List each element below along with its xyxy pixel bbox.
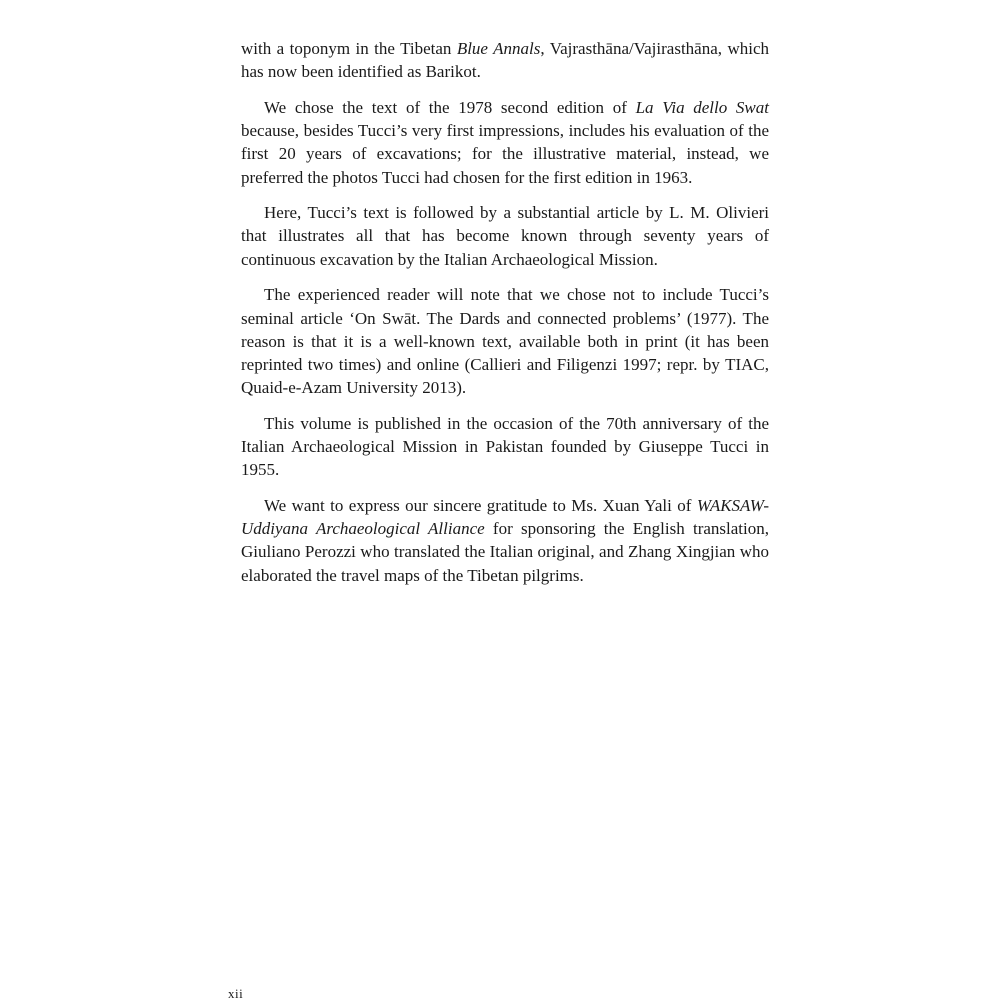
text-run: Here, Tucci’s text is followed by a substantial article by L. M. Olivieri that illustrates all that has become known through seventy years of continuous excavation by the Italian Archaeological Mission. xyxy=(241,203,769,269)
body-text xyxy=(241,37,769,599)
text-run: We chose the text of the 1978 second edition of xyxy=(264,97,636,117)
paragraph-olivieri-article xyxy=(241,201,769,271)
paragraph-acknowledgements xyxy=(241,494,769,587)
text-run: because, besides Tucci’s very first impressions, includes his evaluation of the first 20 years of excavations; for the illustrative material, instead, we preferred the photos Tucci had chosen for the first edition in 1963. xyxy=(241,121,769,187)
italic-title-la-via-dello-swat: La Via dello Swat xyxy=(635,97,769,117)
text-run: We want to express our sincere gratitude to Ms. Xuan Yali of xyxy=(264,495,697,515)
text-run: , Vajrasthāna/Vajirasthāna, which has now been identified as Barikot. xyxy=(241,39,769,82)
paragraph-anniversary xyxy=(241,412,769,482)
italic-org-name: WAKSAW-Uddiyana Archaeological Alliance xyxy=(241,495,769,539)
text-run: for sponsoring the English translation, Giuliano Perozzi who translated the Italian original, and Zhang Xingjian who elaborated the travel maps of the Tibetan pilgrims. xyxy=(241,519,769,585)
paragraph-edition-choice xyxy=(241,96,769,189)
text-run: with a toponym in the Tibetan xyxy=(241,39,457,58)
paragraph-seminal-article xyxy=(241,283,769,399)
text-run: The experienced reader will note that we chose not to include Tucci’s seminal article ‘On Swāt. The Dards and connected problems’ (1977). The reason is that it is a well-known text, available both in print (it has been reprinted two times) and online (Callieri and Filigenzi 1997; repr. by TIAC, Quaid-e-Azam University 2013). xyxy=(241,285,769,398)
page-number: xii xyxy=(228,986,244,1001)
italic-title-blue-annals: Blue Annals xyxy=(456,39,541,58)
text-run: This volume is published in the occasion of the 70th anniversary of the Italian Archaeological Mission in Pakistan founded by Giuseppe Tucci in 1955. xyxy=(241,413,769,480)
paragraph-toponym xyxy=(241,37,769,83)
